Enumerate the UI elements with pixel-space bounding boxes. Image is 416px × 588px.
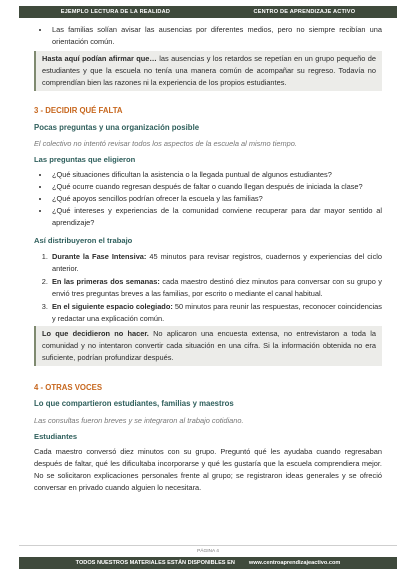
section-title: 3 - DECIDIR QUÉ FALTA bbox=[34, 105, 123, 115]
page-content bbox=[34, 24, 382, 494]
list-item: • ¿Qué apoyos sencillos podrían ofrecer la escuela y las familias? bbox=[50, 193, 382, 205]
steps-list bbox=[34, 251, 382, 325]
page-footer bbox=[19, 557, 397, 569]
footer-text: TODOS NUESTROS MATERIALES ESTÁN DISPONIBLES EN bbox=[75, 560, 235, 566]
callout-lead: Hasta aquí podían afirmar que… bbox=[42, 53, 157, 63]
list-item: • Las familias solían avisar las ausencias por diferentes medios, pero no siempre recibían una orientación común. bbox=[50, 24, 382, 48]
intro-bullet-list bbox=[34, 24, 382, 48]
students-paragraph: Cada maestro conversó diez minutos con su grupo. Preguntó qué les ayudaba cuando regresaban después de faltar, qué les dificultaba incorporarse y qué les gustaría que la escuela comprendiera mejor. No se solicitaron explicaciones personales frente al grupo; se registraron ideas generales y se ofreció conversar en privado cuando alguien lo necesitara. bbox=[34, 447, 382, 493]
section-note: El colectivo no intentó revisar todos los aspectos de la escuela al mismo tiempo. bbox=[34, 139, 297, 149]
section-title: 4 - OTRAS VOCES bbox=[34, 382, 103, 392]
list-item: • ¿Qué situaciones dificultan la asistencia o la llegada puntual de algunos estudiantes? bbox=[50, 169, 382, 181]
step-lead: En las primeras dos semanas: bbox=[52, 276, 160, 286]
header-document-title: EJEMPLO LECTURA DE LA REALIDAD bbox=[60, 9, 171, 15]
subsection-title: Lo que compartieron estudiantes, familias y maestros bbox=[34, 399, 234, 409]
list-item: 1. Durante la Fase Intensiva: 45 minutos para revisar registros, cuadernos y experiencias del ciclo anterior. bbox=[50, 251, 382, 275]
list-item: • ¿Qué ocurre cuando regresan después de faltar o cuando llegan después de iniciada la clase? bbox=[50, 181, 382, 193]
callout-decisions bbox=[34, 326, 382, 366]
questions-heading: Las preguntas que eligieron bbox=[34, 155, 136, 165]
list-item: • ¿Qué intereses y experiencias de la comunidad conviene recuperar para dar mayor sentido al aprendizaje? bbox=[50, 205, 382, 229]
footer-website-link[interactable]: www.centroaprendizajeactivo.com bbox=[248, 560, 341, 566]
list-item: 2. En las primeras dos semanas: cada maestro destinó diez minutos para conversar con su grupo y envió tres preguntas breves a las familias, por escrito o mediante el canal habitual. bbox=[50, 276, 382, 300]
section-note: Las consultas fueron breves y se integraron al trabajo cotidiano. bbox=[34, 415, 244, 425]
page-number: PÁGINA 4 bbox=[197, 549, 219, 554]
callout-lead: Lo que decidieron no hacer. bbox=[42, 328, 149, 338]
list-item: 3. En el siguiente espacio colegiado: 50 minutos para reunir las respuestas, reconocer coincidencias y redactar una explicación común. bbox=[50, 301, 382, 325]
callout-summary bbox=[34, 51, 382, 91]
footer-divider bbox=[19, 545, 397, 546]
questions-list bbox=[34, 169, 382, 229]
callout-text: las ausencias y los retardos se repetían en un grupo pequeño de estudiantes y que la escuela no tenía una manera común de acompañar su regreso. Todavía no comprendían bien las razones ni la experiencia de los propios estudiantes. bbox=[42, 53, 376, 87]
callout-text: No aplicaron una encuesta extensa, no entrevistaron a toda la comunidad y no intentaron convertir cada situación en una cifra. Si la información obtenida no era suficiente, podrían profundizar después. bbox=[42, 328, 376, 362]
header-organization: CENTRO DE APRENDIZAJE ACTIVO bbox=[253, 9, 356, 15]
page-header bbox=[19, 6, 397, 18]
step-lead: En el siguiente espacio colegiado: bbox=[52, 301, 173, 311]
subsection-title: Pocas preguntas y una organización posible bbox=[34, 122, 200, 132]
students-heading: Estudiantes bbox=[34, 431, 78, 441]
step-lead: Durante la Fase Intensiva: bbox=[52, 251, 147, 261]
work-distribution-heading: Así distribuyeron el trabajo bbox=[34, 236, 133, 246]
